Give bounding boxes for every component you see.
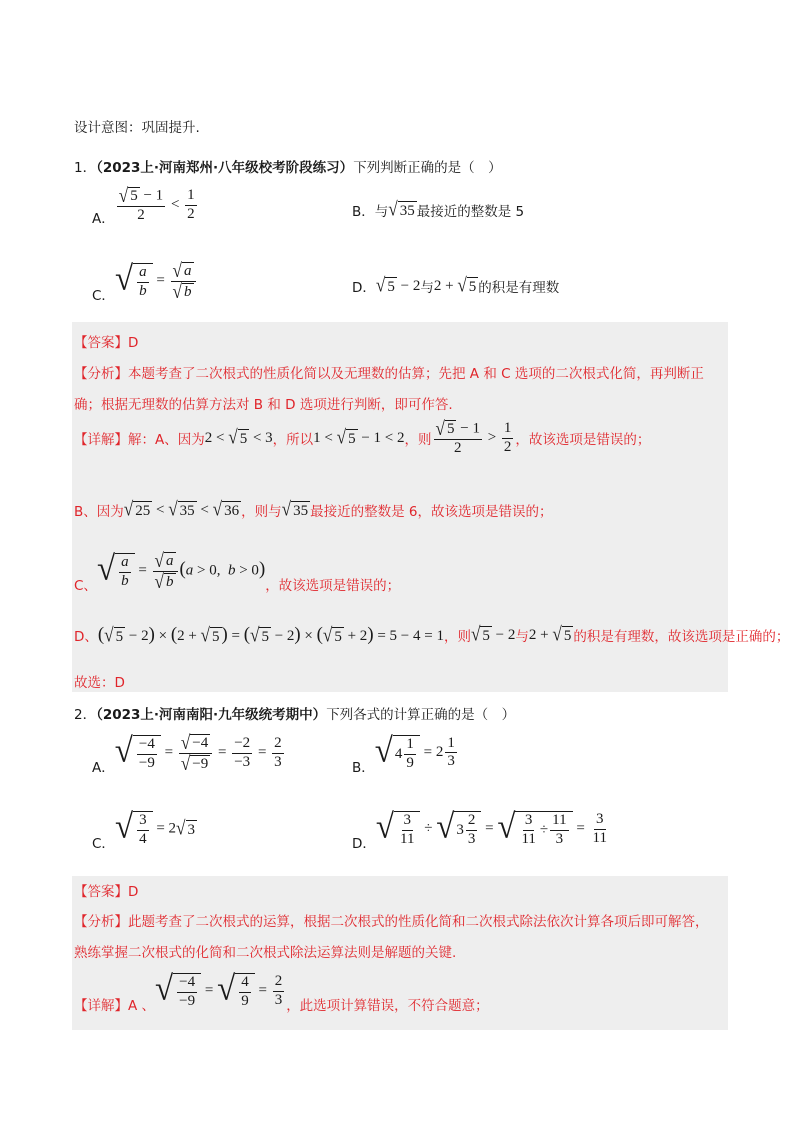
detail-text: ，故该选项是错误的； xyxy=(515,432,651,449)
option-formula: √ $\frac{a}{b}$ = √ a √ b xyxy=(115,262,198,301)
detail-text: ，此选项计算错误，不符合题意； xyxy=(286,998,489,1014)
option-formula: √ $\frac{3}{11}$ ÷ √ 3 $\frac{2}{3}$ = √ $\frac{3}{11}$ ÷ $\frac{11}{3}$ = $\frac{3}{11}$ xyxy=(375,807,607,847)
option-label: C． xyxy=(92,836,115,852)
detail-formula: 1 < √ 5 − 1 < 2 xyxy=(313,426,405,449)
q2-option-a xyxy=(92,730,286,776)
q2-detail-a xyxy=(74,968,489,1014)
answer-tag: 【答案】 xyxy=(74,884,128,900)
option-formula: √ $\frac{-4}{-9}$ = √ −4 √ −9 = $\frac{-2}{-3}$ = $\frac{2}{3}$ xyxy=(114,731,282,774)
detail-text: D、 xyxy=(74,629,98,646)
detail-formula: √ $\frac{a}{b}$ = √ a √ b (a > 0, b > 0) xyxy=(96,549,266,592)
option-label: B． xyxy=(352,204,375,220)
detail-text: 的积是有理数，故该选项是正确的； xyxy=(573,629,790,646)
analysis-tag: 【分析】 xyxy=(74,914,128,930)
answer-value: D xyxy=(128,335,139,351)
q1-detail-d xyxy=(74,624,789,646)
q2-option-b xyxy=(352,730,459,776)
analysis-text: 本题考查了二次根式的性质化简以及无理数的估算；先把 A 和 C 选项的二次根式化简，再判断正 xyxy=(128,366,704,382)
q1-option-c xyxy=(92,258,198,304)
option-formula: √ 5 − 2 xyxy=(375,273,421,296)
question-source: （2023上·河南南阳·九年级统考期中） xyxy=(96,707,327,723)
option-label: A． xyxy=(92,211,115,227)
question-1-header xyxy=(74,156,502,176)
detail-formula: √ 5 − 1 2 > $\frac{1}{2}$ xyxy=(435,417,512,456)
option-formula: √ 5 − 1 2 < $\frac{1}{2}$ xyxy=(118,184,195,223)
q1-option-d xyxy=(352,273,560,296)
detail-formula: √ 25 < √ 35 < √ 36 xyxy=(123,497,240,520)
q2-analysis-line-2: 熟练掌握二次根式的化简和二次根式除法运算法则是解题的关键. xyxy=(74,945,457,961)
option-text: 的积是有理数 xyxy=(478,280,560,296)
option-label: D． xyxy=(352,836,376,852)
q1-analysis-line-1 xyxy=(74,362,704,382)
detail-formula: 2 + √ 5 xyxy=(528,622,572,645)
q1-detail-b xyxy=(74,497,553,520)
q1-answer xyxy=(74,331,138,351)
q1-option-b xyxy=(352,197,525,220)
option-text: 与 xyxy=(420,280,434,296)
detail-text: ，故该选项是错误的； xyxy=(265,578,401,594)
analysis-tag: 【分析】 xyxy=(74,366,128,382)
detail-formula: √ $\frac{-4}{-9}$ = √ $\frac{4}{9}$ = $\frac{2}{3}$ xyxy=(155,969,283,1009)
detail-formula: √ 35 xyxy=(281,497,309,520)
detail-text: ，所以 xyxy=(272,432,314,449)
q1-detail-a xyxy=(74,417,651,457)
option-formula: √ $\frac{3}{4}$ = 2 √ 3 xyxy=(114,807,195,847)
option-formula: 2 + √ 5 xyxy=(433,273,477,296)
option-label: D． xyxy=(352,280,376,296)
q2-option-d xyxy=(352,806,611,852)
detail-tag: 【详解】 xyxy=(74,432,128,449)
option-text: 与 xyxy=(374,204,389,220)
q1-detail-c xyxy=(74,548,400,594)
question-number: 2． xyxy=(74,707,97,723)
detail-text: 与 xyxy=(515,629,529,646)
detail-text: ，则 xyxy=(443,629,471,646)
q2-answer xyxy=(74,880,138,900)
question-number: 1． xyxy=(74,160,97,176)
answer-tag: 【答案】 xyxy=(74,335,128,351)
question-stem: 下列判断正确的是（ ） xyxy=(353,160,502,176)
detail-formula: ( √ 5 − 2) × (2 + √ 5 ) = ( √ 5 − 2) × ( √ 5 + 2) = 5 − 4 = 1 xyxy=(97,624,444,647)
option-label: B． xyxy=(352,760,375,776)
detail-text: C、 xyxy=(74,578,97,594)
detail-text: 解：A、因为 xyxy=(128,432,205,449)
option-label: C． xyxy=(92,288,115,304)
question-source: （2023上·河南郑州·八年级校考阶段练习） xyxy=(96,160,354,176)
option-label: A． xyxy=(92,760,115,776)
detail-text: B、因为 xyxy=(74,504,124,520)
option-formula: √ 35 xyxy=(388,197,415,220)
detail-tag: 【详解】 xyxy=(74,998,128,1014)
question-2-header xyxy=(74,703,515,723)
question-stem: 下列各式的计算正确的是（ ） xyxy=(326,707,516,723)
answer-value: D xyxy=(128,884,139,900)
q2-analysis-line-1 xyxy=(74,910,709,930)
q1-option-a xyxy=(92,183,199,227)
q2-option-c xyxy=(92,806,197,852)
option-formula: √ 4 $\frac{1}{9}$ = 2 $\frac{1}{3}$ xyxy=(374,731,455,771)
detail-formula: √ 5 − 2 xyxy=(470,622,516,645)
q1-conclusion: 故选：D xyxy=(74,675,125,691)
design-intent: 设计意图：巩固提升. xyxy=(74,120,200,136)
option-text: 最接近的整数是 5 xyxy=(416,204,525,220)
detail-formula: 2 < √ 5 < 3 xyxy=(204,426,273,449)
q1-analysis-line-2: 确；根据无理数的估算方法对 B 和 D 选项进行判断，即可作答. xyxy=(74,397,453,413)
detail-text: 最接近的整数是 6，故该选项是错误的； xyxy=(310,504,553,520)
analysis-text: 此题考查了二次根式的运算，根据二次根式的性质化简和二次根式除法依次计算各项后即可解答， xyxy=(128,914,709,930)
detail-text: A 、 xyxy=(128,998,156,1014)
detail-text: ，则与 xyxy=(241,504,282,520)
detail-text: ，则 xyxy=(404,432,432,449)
